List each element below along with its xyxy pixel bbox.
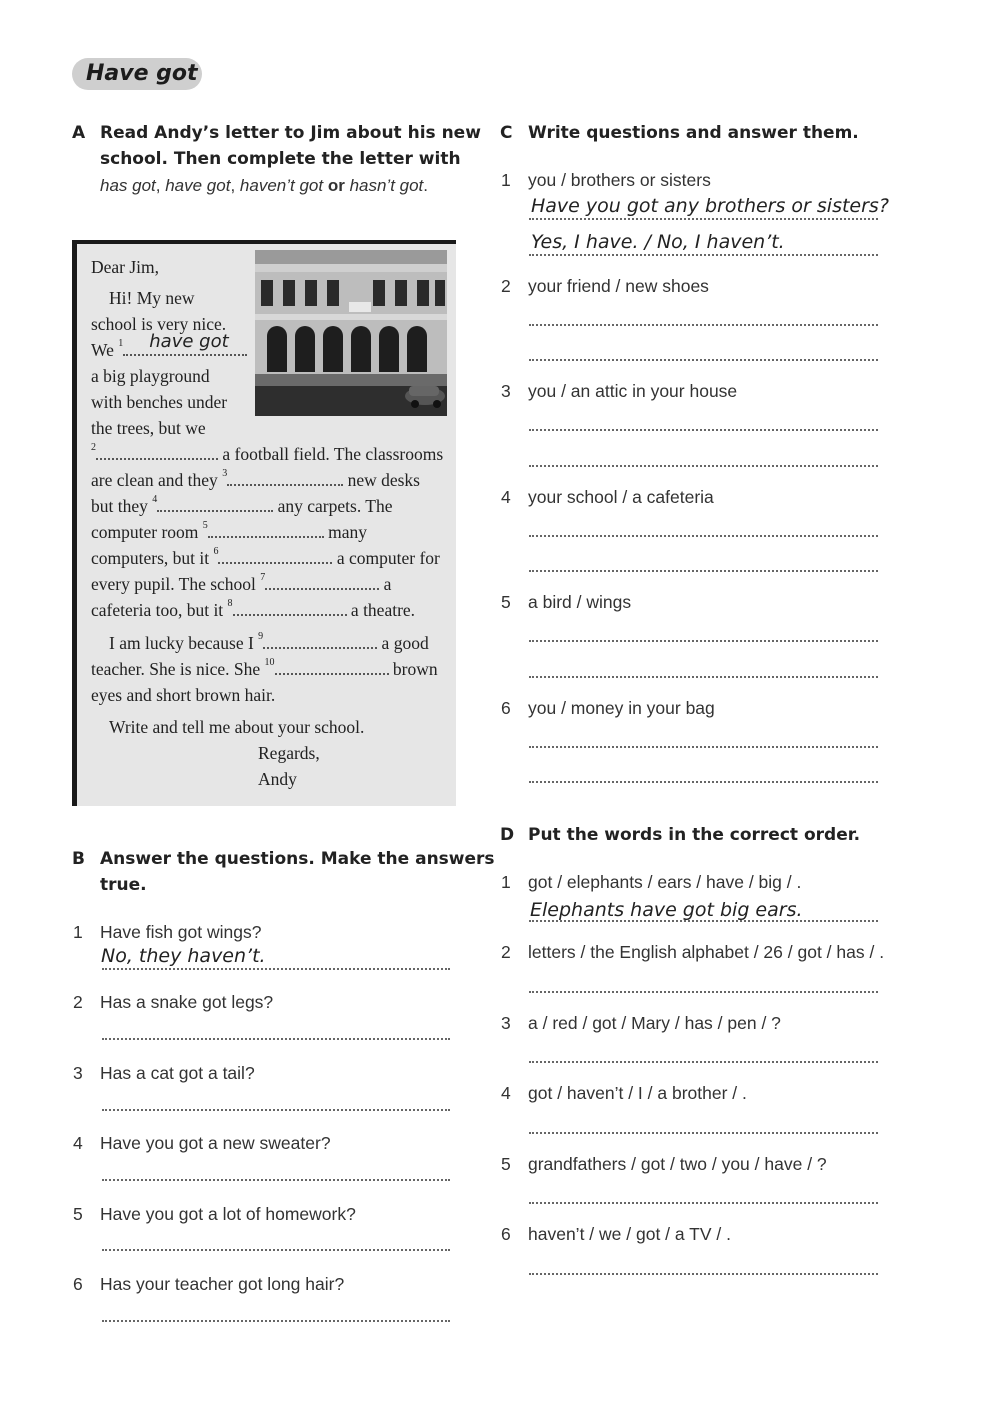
section-letter: A (72, 123, 86, 143)
letter-word: a (383, 574, 392, 594)
gap-number: 6 (213, 546, 219, 557)
section-a-options: has got, have got, haven’t got or hasn’t got. (100, 176, 429, 195)
question-number: 2 (73, 992, 83, 1012)
gap-number: 8 (227, 598, 233, 609)
question-text: grandfathers / got / two / you / have / ? (528, 1154, 827, 1174)
letter-line (91, 467, 420, 493)
question-text: you / an attic in your house (528, 381, 738, 401)
gap-number: 10 (264, 657, 275, 668)
gap-field[interactable] (233, 602, 347, 616)
answer-line[interactable] (102, 1038, 450, 1040)
option-text: haven’t got (239, 176, 324, 195)
option-text: have got (165, 176, 231, 195)
section-c-heading (500, 120, 900, 146)
letter-word: teacher. She is nice. She (91, 659, 261, 679)
heading-line: Put the words in the correct order. (528, 825, 861, 845)
question-number: 2 (501, 942, 511, 962)
gap-number: 9 (258, 631, 264, 642)
question-text: Has your teacher got long hair? (100, 1274, 345, 1294)
answer-line[interactable] (529, 1061, 878, 1063)
gap-field[interactable] (227, 472, 343, 486)
gap-field[interactable] (208, 524, 324, 538)
section-letter: C (500, 123, 513, 143)
question-number: 3 (73, 1063, 83, 1083)
answer-line[interactable] (529, 1132, 878, 1134)
letter-word: but they (91, 496, 148, 516)
answer-line[interactable] (529, 991, 878, 993)
question-number: 3 (501, 381, 511, 401)
letter-greeting: Dear Jim, (91, 257, 160, 277)
gap-number: 5 (202, 520, 208, 531)
option-text: hasn’t got (349, 176, 424, 195)
gap-answer: have got (149, 331, 229, 352)
question-text: Have you got a new sweater? (100, 1133, 331, 1153)
letter-signoff: Regards, (258, 743, 320, 763)
question-text: letters / the English alphabet / 26 / got / has / . (528, 942, 885, 962)
answer-line[interactable] (529, 324, 878, 326)
letter-line: Hi! My new (109, 288, 195, 308)
question-text: a bird / wings (528, 592, 632, 612)
gap-field[interactable] (96, 446, 218, 460)
question-number: 4 (501, 487, 511, 507)
page-title: Have got (72, 58, 202, 90)
section-letter: B (72, 849, 85, 869)
question-number: 5 (501, 592, 511, 612)
question-number: 6 (501, 698, 511, 718)
letter-line: eyes and short brown hair. (91, 685, 276, 705)
letter-line (109, 630, 429, 656)
question-text: Have fish got wings? (100, 922, 262, 942)
heading-line: Write questions and answer them. (528, 123, 859, 143)
letter-line: with benches under (91, 392, 228, 412)
question-text: Have you got a lot of homework? (100, 1204, 356, 1224)
gap-number: 2 (91, 442, 96, 453)
answer-line[interactable] (529, 746, 878, 748)
letter-signature: Andy (258, 769, 297, 789)
letter-word: every pupil. The school (91, 574, 256, 594)
school-photo (255, 250, 447, 416)
answer-text: Elephants have got big ears. (530, 899, 803, 921)
answer-text: No, they haven’t. (101, 945, 266, 967)
letter-word: We (91, 340, 114, 360)
letter-line: a big playground (91, 366, 210, 386)
option-or: or (327, 176, 345, 195)
question-number: 3 (501, 1013, 511, 1033)
heading-line: Answer the questions. Make the answers (100, 849, 495, 869)
gap-number: 4 (152, 494, 158, 505)
question-number: 1 (501, 872, 511, 892)
answer-line[interactable] (102, 1109, 450, 1111)
letter-line (91, 441, 443, 467)
heading-line: true. (100, 875, 147, 895)
question-number: 1 (73, 922, 83, 942)
letter-line (91, 597, 415, 623)
answer-line[interactable] (102, 968, 450, 970)
question-text: your friend / new shoes (528, 276, 709, 296)
answer-line[interactable] (102, 1179, 450, 1181)
letter-word: new desks (347, 470, 420, 490)
letter-line: school is very nice. (91, 314, 227, 334)
answer-line[interactable] (529, 676, 878, 678)
letter-word: computer room (91, 522, 199, 542)
letter-line (91, 493, 392, 519)
answer-line[interactable] (529, 781, 878, 783)
gap-number: 3 (222, 468, 228, 479)
answer-line[interactable] (529, 429, 878, 431)
letter-word: a football field. The classrooms (222, 444, 444, 464)
answer-line[interactable] (529, 535, 878, 537)
letter-word: many (328, 522, 368, 542)
gap-field[interactable] (218, 550, 332, 564)
letter-word: a good (381, 633, 429, 653)
letter-line: Write and tell me about your school. (109, 717, 365, 737)
question-text: your school / a cafeteria (528, 487, 714, 507)
answer-line[interactable] (102, 1320, 450, 1322)
question-number: 2 (501, 276, 511, 296)
answer-line[interactable] (529, 1273, 878, 1275)
answer-line[interactable] (529, 640, 878, 642)
question-text: Has a cat got a tail? (100, 1063, 255, 1083)
section-d-heading (500, 822, 900, 848)
answer-text: Yes, I have. / No, I haven’t. (531, 231, 785, 253)
gap-field[interactable] (265, 576, 379, 590)
letter-word: cafeteria too, but it (91, 600, 224, 620)
gap-field[interactable] (275, 661, 389, 675)
letter-word: a theatre. (350, 600, 416, 620)
question-number: 6 (501, 1224, 511, 1244)
gap-number: 1 (118, 338, 124, 349)
letter-line (91, 331, 247, 363)
letter-word: are clean and they (91, 470, 218, 490)
question-number: 5 (73, 1204, 83, 1224)
gap-field[interactable] (263, 635, 377, 649)
gap-number: 7 (260, 572, 266, 583)
letter-line (91, 519, 367, 545)
question-number: 5 (501, 1154, 511, 1174)
question-text: got / haven’t / I / a brother / . (528, 1083, 747, 1103)
section-a-heading (72, 120, 481, 172)
question-number: 6 (73, 1274, 83, 1294)
answer-line[interactable] (529, 570, 878, 572)
letter-word: brown (392, 659, 438, 679)
heading-line: school. Then complete the letter with (100, 149, 461, 169)
answer-line[interactable] (529, 254, 878, 256)
answer-line[interactable] (529, 359, 878, 361)
gap-field[interactable] (123, 331, 247, 356)
heading-line: Read Andy’s letter to Jim about his new (100, 123, 481, 143)
letter-word: any carpets. The (277, 496, 393, 516)
question-number: 4 (501, 1083, 511, 1103)
letter-word: computers, but it (91, 548, 210, 568)
question-text: a / red / got / Mary / has / pen / ? (528, 1013, 781, 1033)
question-number: 4 (73, 1133, 83, 1153)
question-text: Has a snake got legs? (100, 992, 274, 1012)
letter-line (91, 656, 438, 682)
option-text: has got (100, 176, 156, 195)
answer-text: Have you got any brothers or sisters? (531, 195, 889, 217)
question-number: 1 (501, 170, 511, 190)
answer-line[interactable] (529, 920, 878, 922)
answer-line[interactable] (529, 218, 878, 220)
letter-word: I am lucky because I (109, 633, 254, 653)
letter-word: a computer for (336, 548, 440, 568)
letter-line (91, 571, 391, 597)
question-text: haven’t / we / got / a TV / . (528, 1224, 731, 1244)
question-text: you / brothers or sisters (528, 170, 711, 190)
question-text: got / elephants / ears / have / big / . (528, 872, 802, 892)
letter-line (91, 545, 440, 571)
letter-line: the trees, but we (91, 418, 206, 438)
question-text: you / money in your bag (528, 698, 715, 718)
answer-line[interactable] (529, 465, 878, 467)
section-b-heading (72, 846, 495, 898)
gap-field[interactable] (157, 498, 273, 512)
section-letter: D (500, 825, 515, 845)
answer-line[interactable] (102, 1249, 450, 1251)
answer-line[interactable] (529, 1202, 878, 1204)
